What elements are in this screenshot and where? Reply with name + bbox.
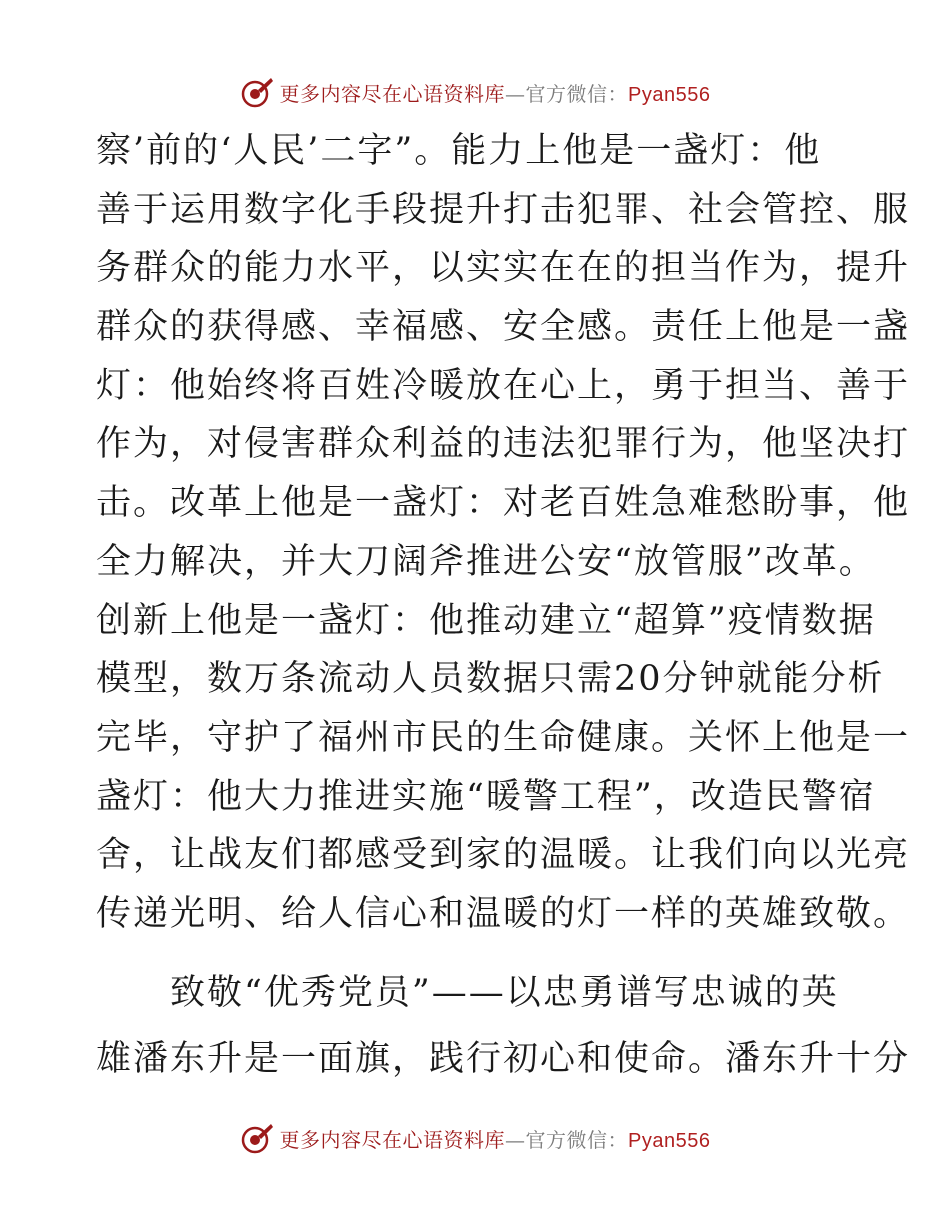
watermark-separator: — <box>505 81 526 106</box>
pen-nib-circle-icon <box>240 1121 274 1155</box>
body-line: 完毕，守护了福州市民的生命健康。关怀上他是一 <box>96 717 911 758</box>
footer-watermark <box>0 1118 950 1158</box>
watermark-brand: 更多内容尽在心语资料库 <box>279 81 506 106</box>
body-line: 群众的获得感、幸福感、安全感。责任上他是一盏 <box>96 307 911 348</box>
body-line: 作为，对侵害群众利益的违法犯罪行为，他坚决打 <box>96 424 911 465</box>
body-line: 模型，数万条流动人员数据只需20分钟就能分析 <box>96 659 885 700</box>
body-line: 创新上他是一盏灯：他推动建立“超算”疫情数据 <box>96 600 876 641</box>
body-line: 全力解决，并大刀阔斧推进公安“放管服”改革。 <box>96 541 876 582</box>
body-line: 传递光明、给人信心和温暖的灯一样的英雄致敬。 <box>96 893 911 934</box>
body-line: 灯：他始终将百姓冷暖放在心上，勇于担当、善于 <box>96 365 911 406</box>
paragraph-start-line: 致敬“优秀党员”——以忠勇谱写忠诚的英 <box>96 972 839 1013</box>
watermark-brand: 更多内容尽在心语资料库 <box>279 1127 506 1152</box>
body-line: 察’前的‘人民’二字”。能力上他是一盏灯：他 <box>96 131 822 171</box>
body-line: 务群众的能力水平，以实实在在的担当作为，提升 <box>96 248 911 289</box>
watermark-separator: — <box>505 1127 526 1152</box>
watermark-text <box>280 78 711 107</box>
watermark-wechat-label: 官方微信： <box>525 81 629 106</box>
watermark-wechat-id: Pyan556 <box>628 83 711 106</box>
watermark-wechat-id: Pyan556 <box>628 1129 711 1152</box>
header-watermark <box>0 72 950 112</box>
document-body <box>96 122 911 1088</box>
watermark-wechat-label: 官方微信： <box>525 1127 629 1152</box>
body-line: 击。改革上他是一盏灯：对老百姓急难愁盼事，他 <box>96 483 911 524</box>
pen-nib-circle-icon <box>240 75 274 109</box>
body-line: 盏灯：他大力推进实施“暖警工程”，改造民警宿 <box>96 776 876 817</box>
body-line: 雄潘东升是一面旗，践行初心和使命。潘东升十分 <box>96 1038 911 1079</box>
watermark-text <box>280 1124 711 1153</box>
body-line: 舍，让战友们都感受到家的温暖。让我们向以光亮 <box>96 835 911 876</box>
body-line: 善于运用数字化手段提升打击犯罪、社会管控、服 <box>96 189 911 230</box>
